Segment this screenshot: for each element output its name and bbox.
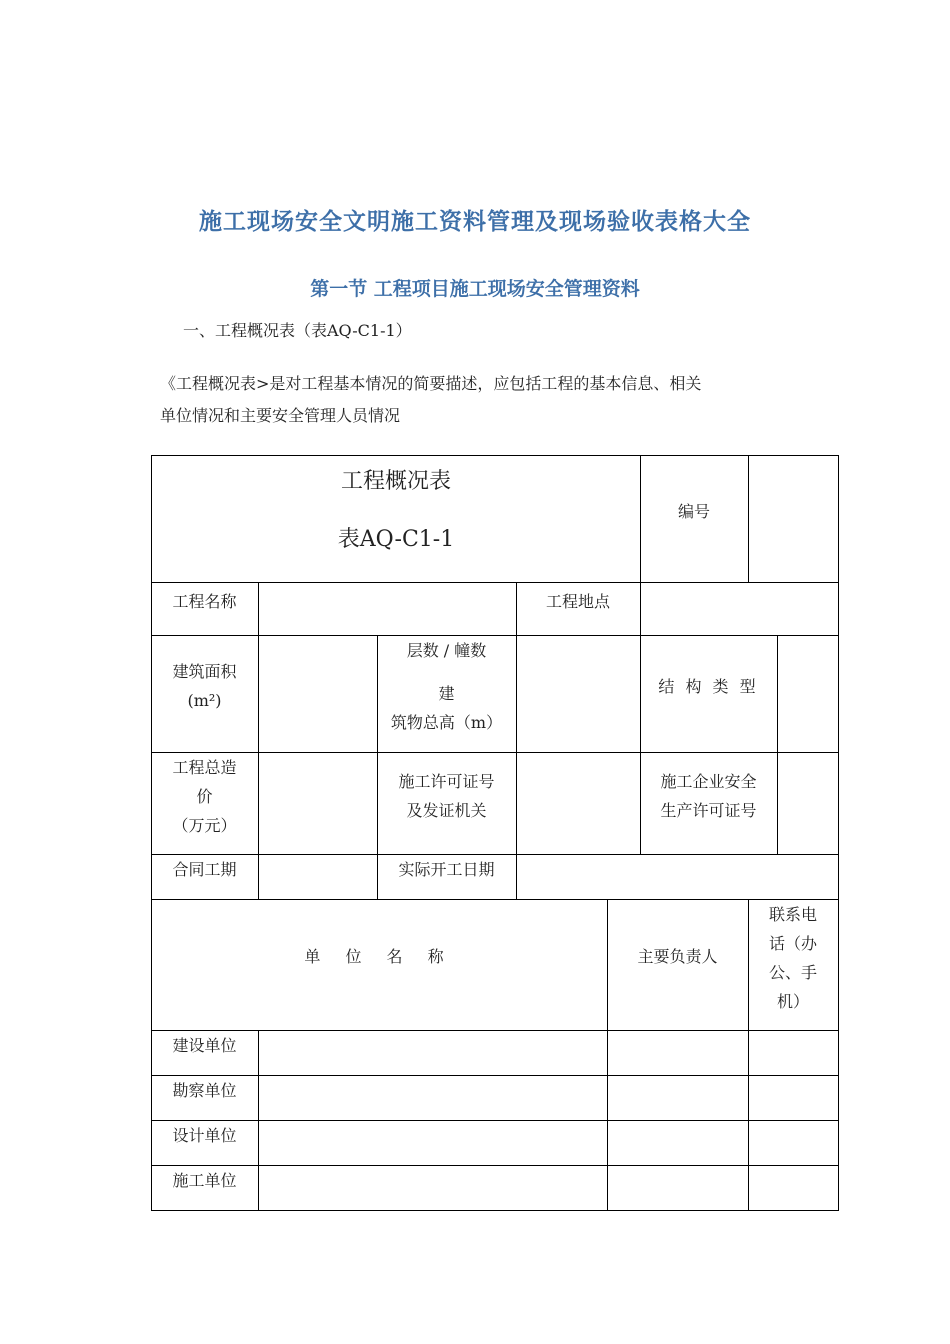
total-cost-value[interactable]	[259, 753, 377, 854]
unit-row-label: 设计单位	[172, 1126, 237, 1145]
section-title: 第一节 工程项目施工现场安全管理资料	[310, 278, 640, 300]
permit-label-line: 施工许可证号	[398, 772, 495, 791]
table-border-right	[838, 455, 839, 1211]
unit-name-value[interactable]	[259, 1031, 607, 1075]
table-border-bottom	[151, 1210, 839, 1211]
unit-responsible-value[interactable]	[608, 1031, 748, 1075]
form-code: 表AQ-C1-1	[337, 527, 455, 552]
unit-row-label: 勘察单位	[172, 1081, 237, 1100]
project-name-value[interactable]	[259, 583, 516, 635]
contract-period-label: 合同工期	[172, 860, 237, 879]
unit-name-value[interactable]	[259, 1121, 607, 1165]
floors-label: 层数 / 幢数	[406, 641, 487, 660]
height-label-line: 筑物总高（m）	[390, 713, 503, 732]
unit-name-header: 单 位 名 称	[304, 947, 454, 966]
document-title: 施工现场安全文明施工资料管理及现场验收表格大全	[199, 208, 751, 235]
item-heading: 一、工程概况表（表AQ-C1-1）	[183, 321, 412, 340]
structure-type-value[interactable]	[778, 636, 838, 752]
floors-height-value[interactable]	[517, 636, 640, 752]
building-area-value[interactable]	[259, 636, 377, 752]
table-border-top	[151, 455, 839, 456]
structure-type-label: 结 构 类 型	[658, 677, 759, 696]
actual-start-label: 实际开工日期	[398, 860, 495, 879]
safety-license-label-line: 施工企业安全	[660, 772, 757, 791]
total-cost-label	[151, 753, 258, 840]
safety-license-label	[640, 767, 777, 825]
safety-license-label-line: 生产许可证号	[660, 801, 757, 820]
floors-height-label	[377, 636, 516, 737]
unit-name-value[interactable]	[259, 1166, 607, 1210]
unit-row-label: 施工单位	[172, 1171, 237, 1190]
contact-header-line: 联系电	[768, 905, 817, 924]
contact-header-line: 公、手	[768, 963, 817, 982]
contact-header-line: 话（办	[768, 934, 817, 953]
contact-header-line: 机）	[776, 992, 809, 1011]
permit-label	[377, 767, 516, 825]
intro-paragraph	[160, 368, 820, 432]
responsible-header: 主要负责人	[637, 947, 718, 966]
unit-name-value[interactable]	[259, 1076, 607, 1120]
contract-period-value[interactable]	[259, 855, 377, 899]
building-area-label	[151, 657, 258, 715]
total-cost-label-line: 工程总造	[172, 758, 237, 777]
unit-contact-value[interactable]	[749, 1076, 838, 1120]
total-cost-label-line: 价	[196, 787, 213, 806]
form-title: 工程概况表	[340, 469, 451, 494]
intro-line: 《工程概况表>是对工程基本情况的简要描述，应包括工程的基本信息、相关	[160, 374, 702, 393]
total-cost-unit: （万元）	[172, 816, 237, 835]
unit-responsible-value[interactable]	[608, 1076, 748, 1120]
unit-contact-value[interactable]	[749, 1031, 838, 1075]
unit-contact-value[interactable]	[749, 1166, 838, 1210]
project-name-label: 工程名称	[172, 592, 237, 611]
unit-contact-value[interactable]	[749, 1121, 838, 1165]
intro-line: 单位情况和主要安全管理人员情况	[160, 406, 401, 425]
project-location-value[interactable]	[641, 583, 838, 635]
safety-license-value[interactable]	[778, 753, 838, 854]
height-label-line: 建	[438, 684, 455, 703]
actual-start-value[interactable]	[517, 855, 838, 899]
row-line	[151, 899, 839, 900]
building-area-label-line: 建筑面积	[172, 662, 237, 681]
permit-value[interactable]	[517, 753, 640, 854]
project-location-label: 工程地点	[545, 592, 610, 611]
contact-header	[748, 900, 838, 1016]
number-label: 编号	[677, 502, 710, 521]
building-area-unit: (m²)	[187, 691, 222, 710]
unit-responsible-value[interactable]	[608, 1121, 748, 1165]
unit-responsible-value[interactable]	[608, 1166, 748, 1210]
number-value[interactable]	[749, 456, 838, 582]
unit-row-label: 建设单位	[172, 1036, 237, 1055]
permit-label-line: 及发证机关	[406, 801, 487, 820]
